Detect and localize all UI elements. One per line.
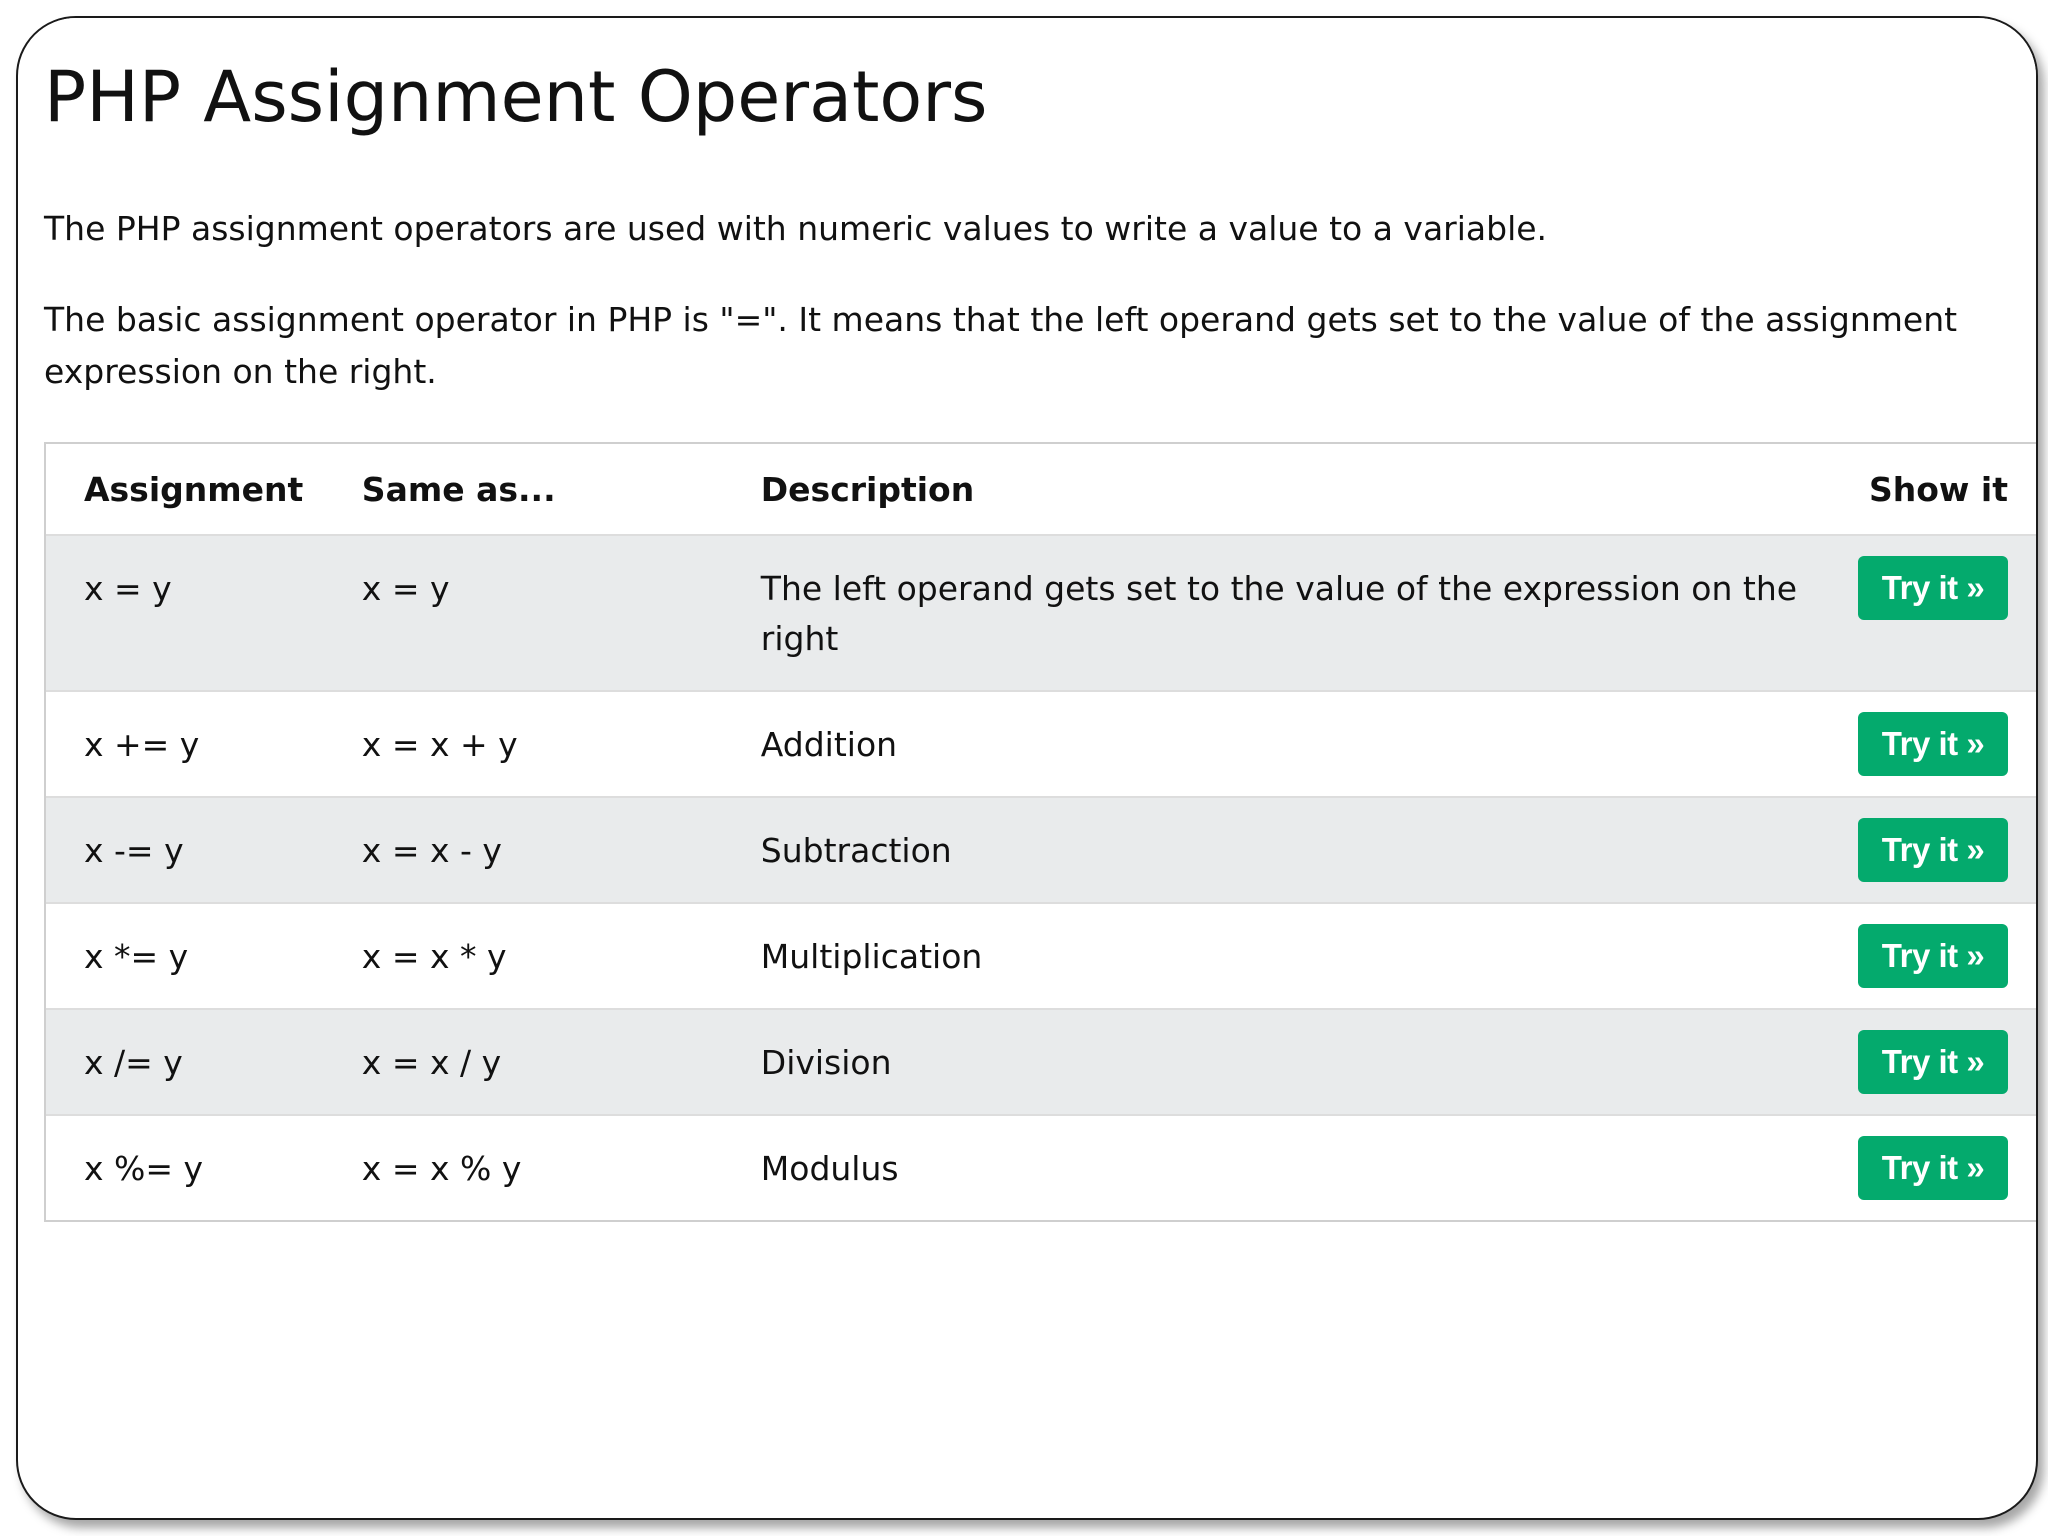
try-it-button[interactable]: Try it » <box>1858 712 2008 776</box>
page-content <box>30 18 2038 1206</box>
assignment-cell: x -= y <box>84 831 184 870</box>
assignment-cell: x *= y <box>84 937 189 976</box>
header-same-as: Same as... <box>361 469 556 509</box>
table-header-row <box>46 444 2038 535</box>
try-it-button[interactable]: Try it » <box>1858 924 2008 988</box>
same-as-cell: x = x - y <box>361 831 502 870</box>
table-row <box>46 1115 2038 1220</box>
table-row <box>46 1009 2038 1115</box>
page-title: PHP Assignment Operators <box>44 56 988 138</box>
same-as-cell: x = x * y <box>361 937 507 976</box>
description-cell: Multiplication <box>760 937 983 976</box>
description-cell: Modulus <box>760 1149 899 1188</box>
same-as-cell: x = x % y <box>361 1149 522 1188</box>
intro-paragraph: The PHP assignment operators are used with numeric values to write a value to a variable. <box>44 209 1548 248</box>
basic-operator-paragraph: The basic assignment operator in PHP is "=". It means that the left operand gets set to the value of the assignment expression on the right. <box>44 300 1958 391</box>
table-row <box>46 903 2038 1009</box>
table-row <box>46 691 2038 797</box>
same-as-cell: x = x / y <box>361 1043 502 1082</box>
header-show-it: Show it <box>1869 469 2008 509</box>
description-cell: The left operand gets set to the value of the expression on the right <box>760 569 1798 658</box>
same-as-cell: x = y <box>361 569 450 608</box>
table-row <box>46 535 2038 691</box>
description-cell: Division <box>760 1043 892 1082</box>
assignment-cell: x /= y <box>84 1043 183 1082</box>
try-it-button[interactable]: Try it » <box>1858 818 2008 882</box>
slide-frame <box>16 16 2038 1520</box>
header-description: Description <box>760 469 975 509</box>
description-cell: Subtraction <box>760 831 952 870</box>
same-as-cell: x = x + y <box>361 725 518 764</box>
try-it-button[interactable]: Try it » <box>1858 1136 2008 1200</box>
description-cell: Addition <box>760 725 898 764</box>
table-row <box>46 797 2038 903</box>
try-it-button[interactable]: Try it » <box>1858 556 2008 620</box>
operators-table <box>46 444 2038 1220</box>
assignment-cell: x += y <box>84 725 200 764</box>
assignment-cell: x = y <box>84 569 172 608</box>
assignment-cell: x %= y <box>84 1149 204 1188</box>
header-assignment: Assignment <box>84 469 304 509</box>
try-it-button[interactable]: Try it » <box>1858 1030 2008 1094</box>
operators-table-wrapper <box>44 442 2038 1222</box>
